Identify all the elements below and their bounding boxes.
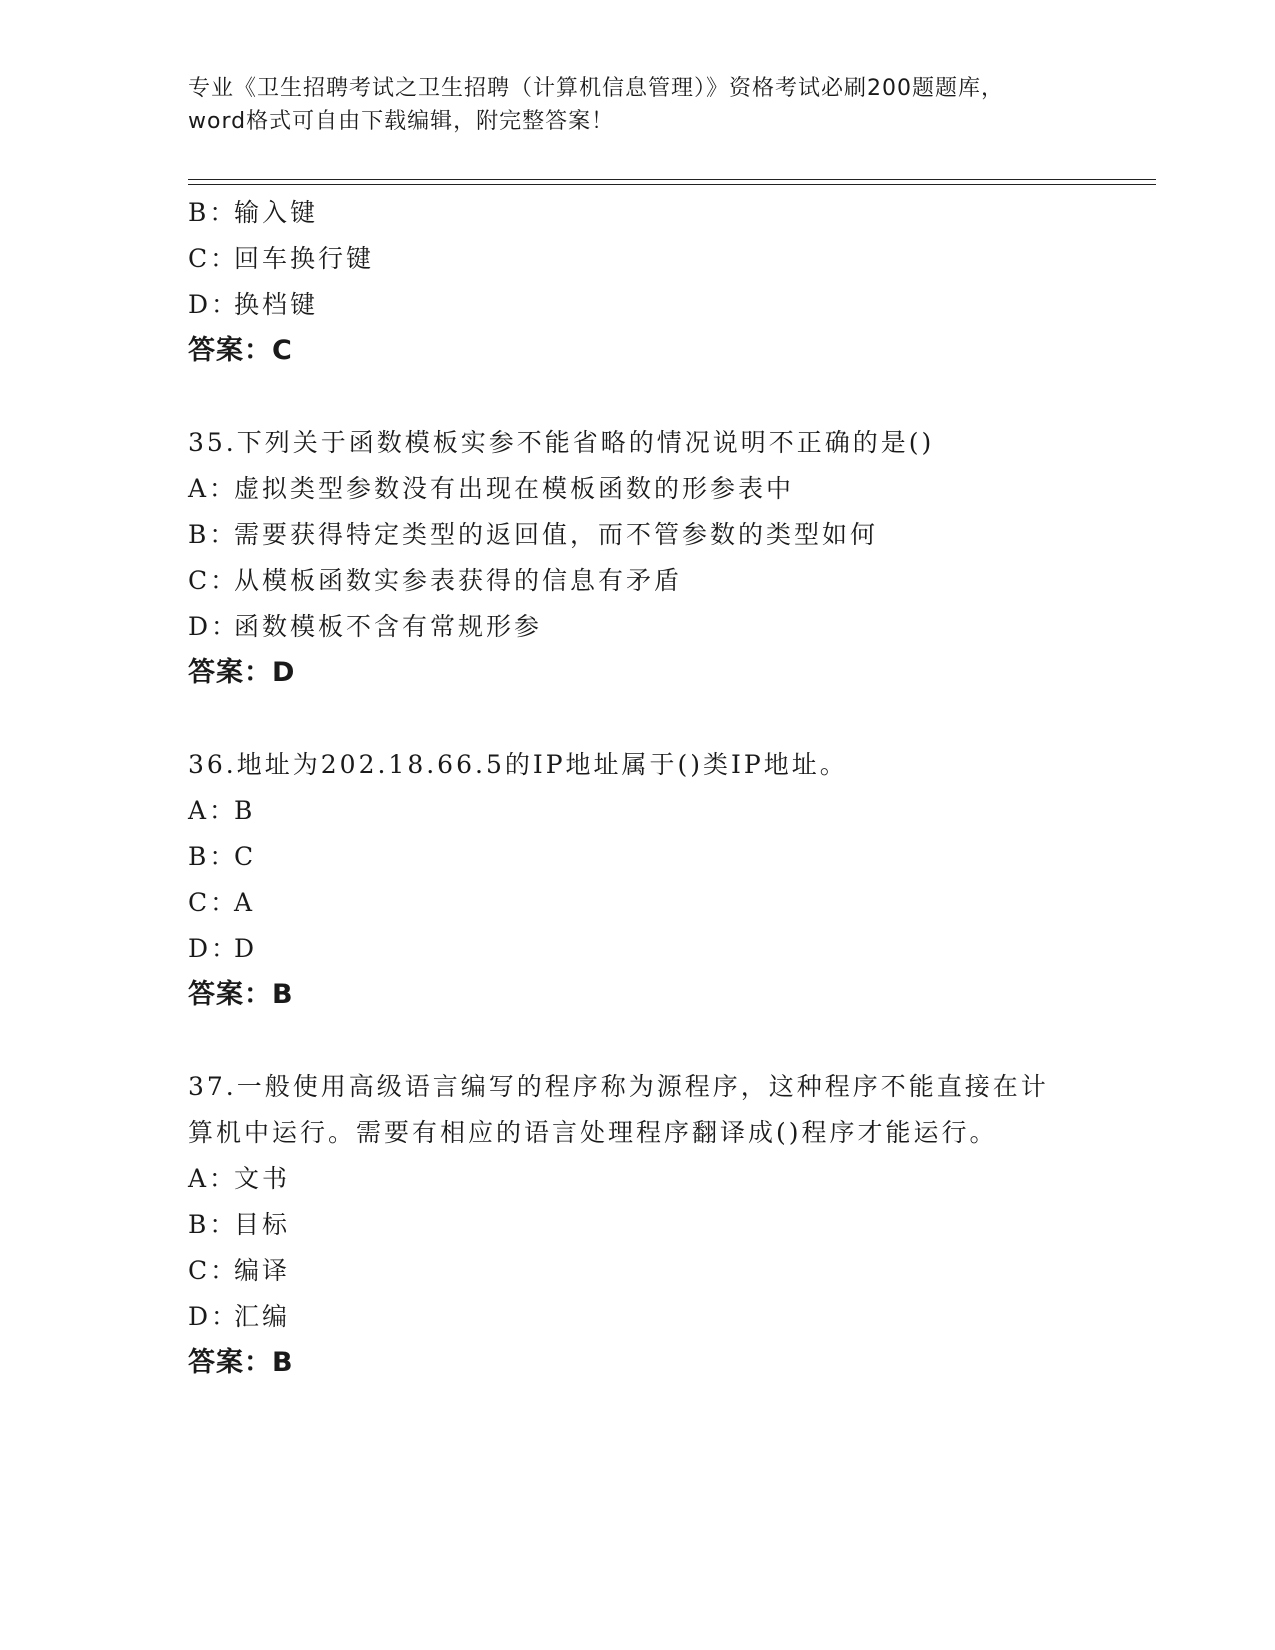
option-d: D：函数模板不含有常规形参 <box>188 612 543 641</box>
question-text-line-1: 37.一般使用高级语言编写的程序称为源程序，这种程序不能直接在计 <box>188 1072 1049 1101</box>
option-b: B：目标 <box>188 1210 291 1239</box>
answer: 答案：B <box>188 1347 294 1378</box>
question-35 <box>188 420 1108 696</box>
option-b: B：输入键 <box>188 198 319 227</box>
question-37 <box>188 1064 1108 1386</box>
option-a: A：文书 <box>188 1164 291 1193</box>
question-text-line-2: 算机中运行。需要有相应的语言处理程序翻译成()程序才能运行。 <box>188 1118 998 1147</box>
header-line-2: word格式可自由下载编辑，附完整答案！ <box>188 109 615 134</box>
option-a: A：B <box>188 796 256 825</box>
question-text: 36.地址为202.18.66.5的IP地址属于()类IP地址。 <box>188 750 848 779</box>
option-c: C：A <box>188 888 256 917</box>
option-b: B：C <box>188 842 257 871</box>
document-header <box>188 72 1088 138</box>
option-d: D：汇编 <box>188 1302 291 1331</box>
question-36 <box>188 742 1108 1018</box>
header-divider-top <box>188 179 1156 180</box>
question-list <box>188 190 1108 1432</box>
option-d: D：换档键 <box>188 290 319 319</box>
header-divider-bottom <box>188 184 1156 185</box>
option-b: B：需要获得特定类型的返回值，而不管参数的类型如何 <box>188 520 879 549</box>
option-d: D：D <box>188 934 258 963</box>
answer: 答案：C <box>188 335 293 366</box>
option-c: C：从模板函数实参表获得的信息有矛盾 <box>188 566 683 595</box>
answer: 答案：B <box>188 979 294 1010</box>
question-text: 35.下列关于函数模板实参不能省略的情况说明不正确的是() <box>188 428 935 457</box>
header-line-1: 专业《卫生招聘考试之卫生招聘（计算机信息管理）》资格考试必刷200题题库， <box>188 76 1004 101</box>
answer: 答案：D <box>188 657 296 688</box>
option-c: C：回车换行键 <box>188 244 375 273</box>
question-34-tail <box>188 190 1108 374</box>
option-c: C：编译 <box>188 1256 291 1285</box>
option-a: A：虚拟类型参数没有出现在模板函数的形参表中 <box>188 474 795 503</box>
